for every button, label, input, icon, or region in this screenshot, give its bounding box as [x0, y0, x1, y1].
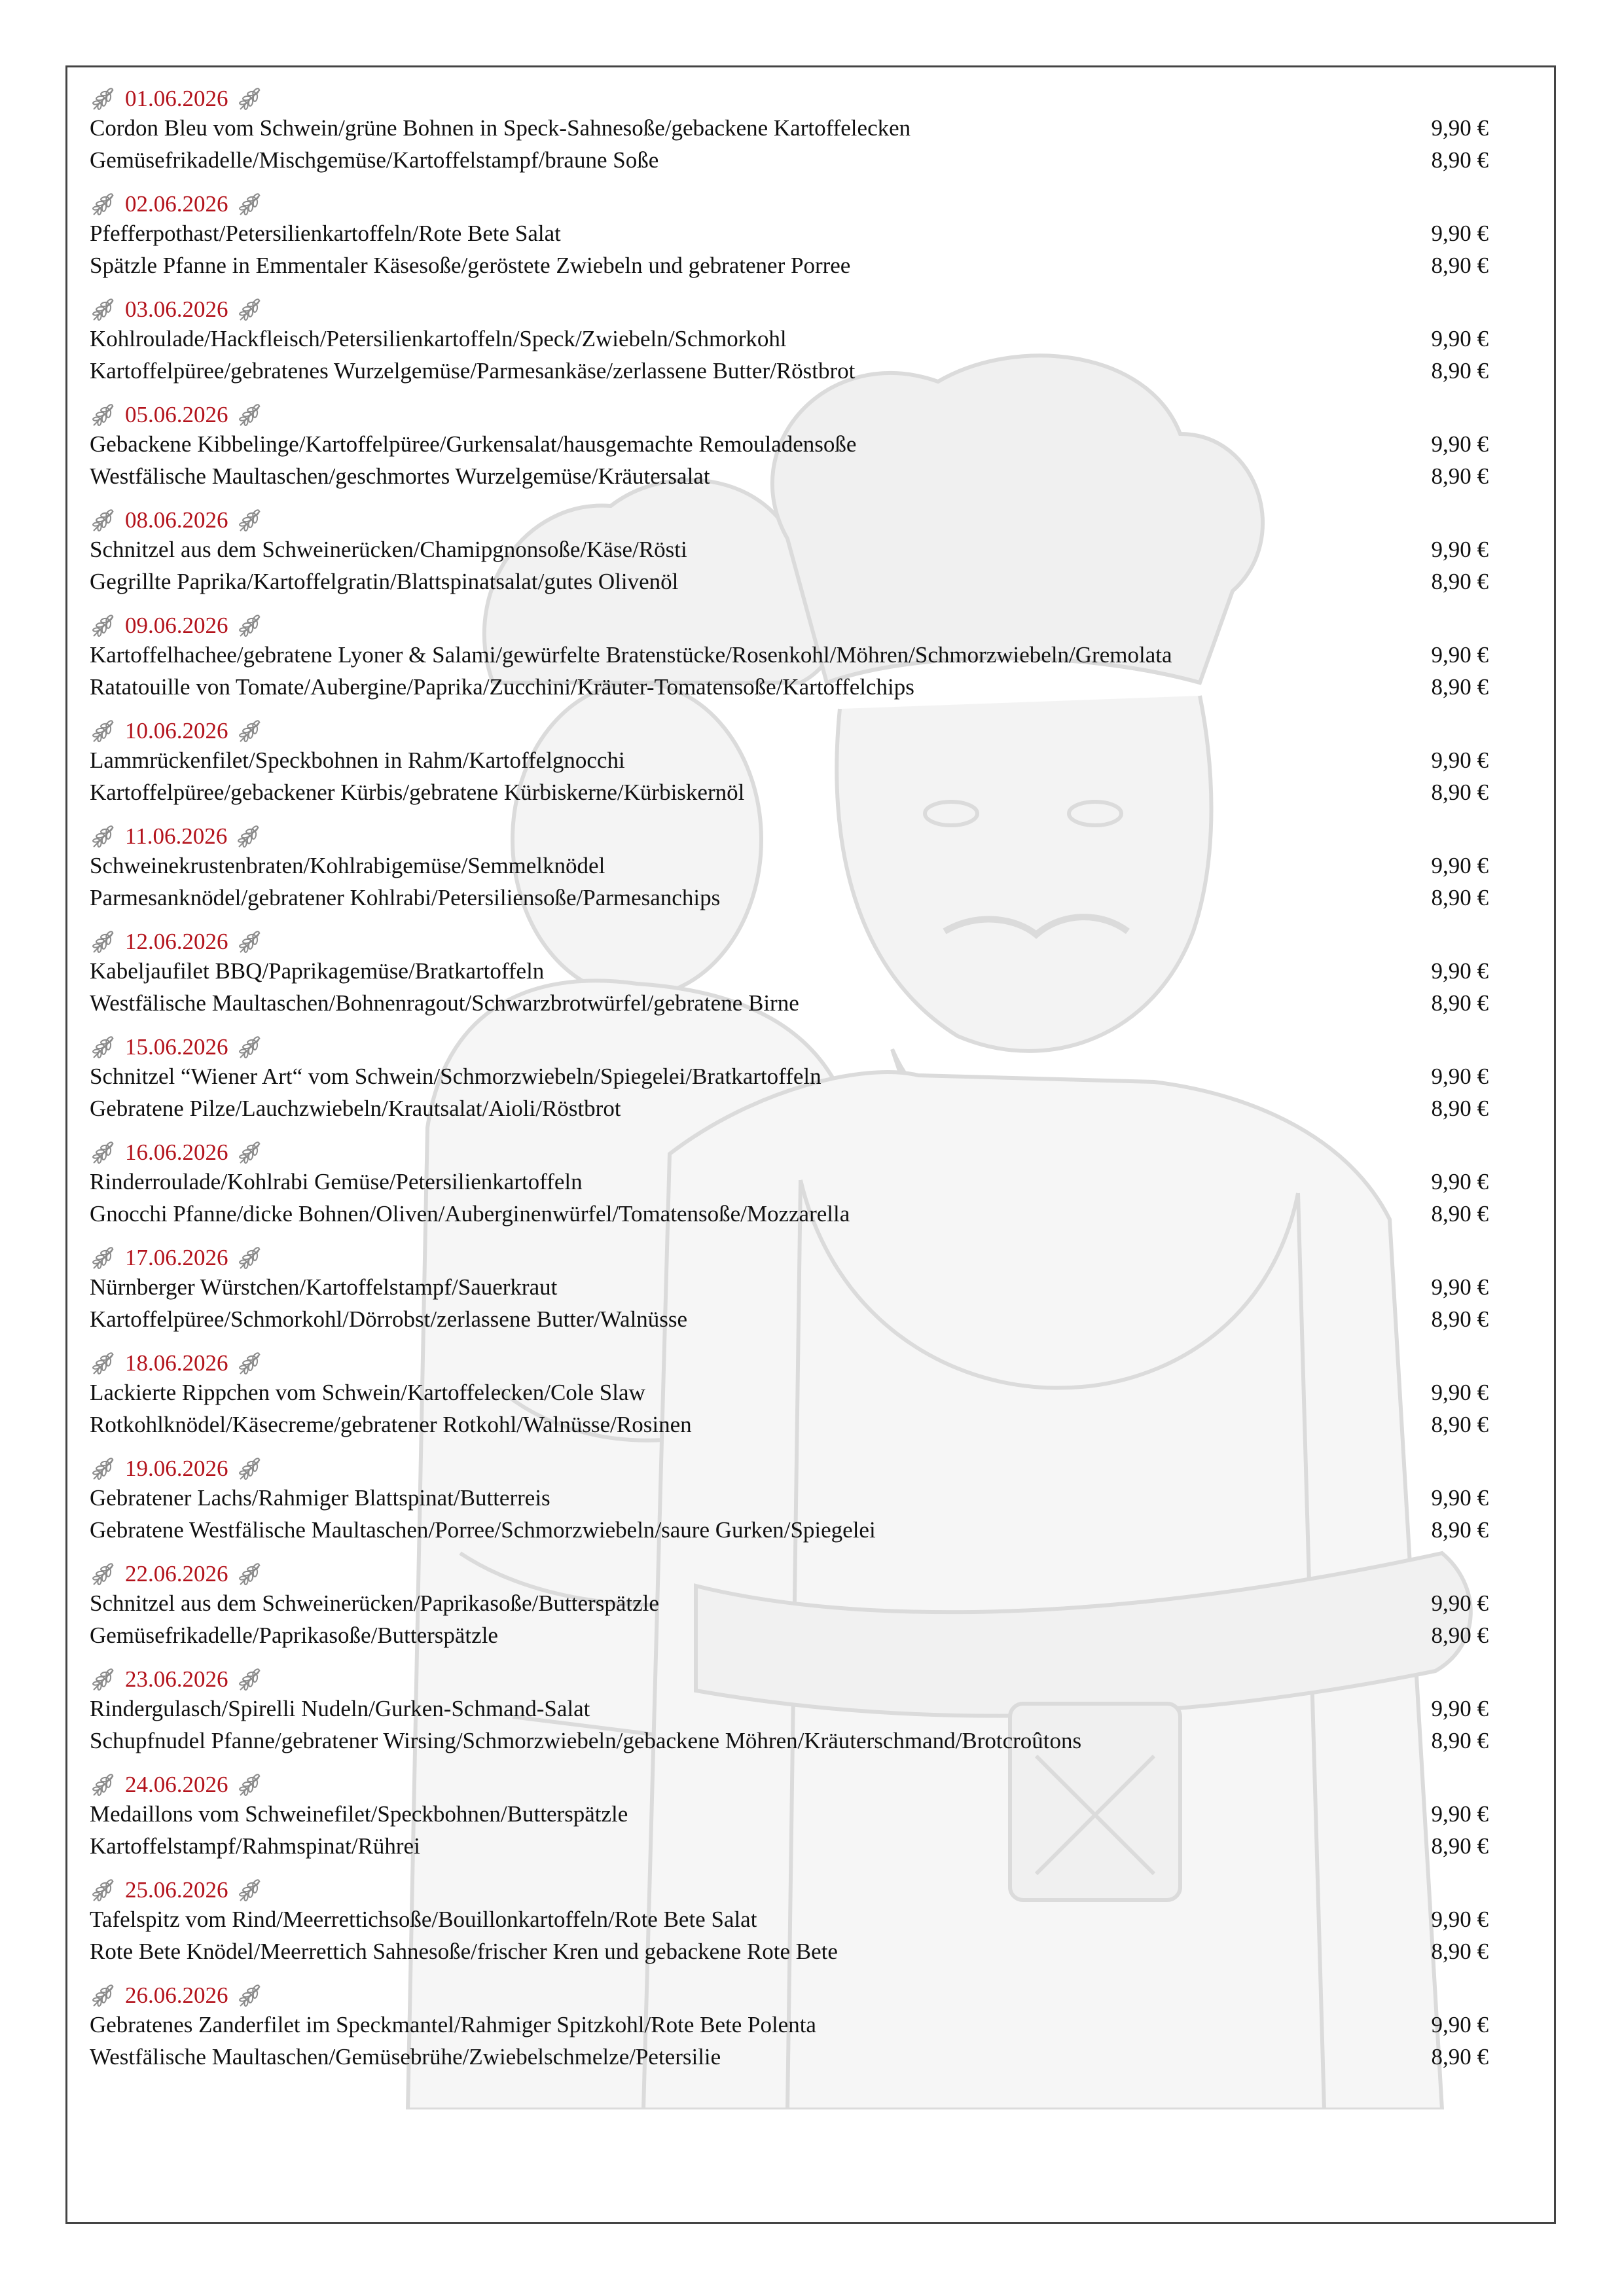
- dish-row: [90, 671, 1556, 703]
- wheat-sprig-icon: [90, 1561, 118, 1587]
- menu-day: [90, 1549, 1556, 1651]
- wheat-sprig-icon: [236, 718, 265, 744]
- dish-name: Kartoffelpüree/gebackener Kürbis/gebratene Kürbiskerne/Kürbiskernöl: [90, 780, 745, 805]
- wheat-sprig-icon: [236, 1877, 265, 1903]
- dish-name: Gnocchi Pfanne/dicke Bohnen/Oliven/Auberginenwürfel/Tomatensoße/Mozzarella: [90, 1201, 850, 1227]
- menu-date: 12.06.2026: [125, 929, 228, 954]
- wheat-sprig-icon: [236, 1139, 265, 1166]
- date-heading: [90, 1760, 1556, 1798]
- dish-price: 8,90 €: [1431, 1306, 1489, 1332]
- wheat-sprig-icon: [90, 1456, 118, 1482]
- dish-name: Ratatouille von Tomate/Aubergine/Paprika/Zucchini/Kräuter-Tomatensoße/Kartoffelchips: [90, 674, 914, 700]
- dish-price: 9,90 €: [1431, 1380, 1489, 1405]
- dish-row: [90, 1693, 1556, 1725]
- dish-name: Westfälische Maultaschen/Gemüsebrühe/Zwiebelschmelze/Petersilie: [90, 2044, 721, 2070]
- menu-day: [90, 706, 1556, 808]
- dish-row: [90, 1514, 1556, 1546]
- menu-day: [90, 1865, 1556, 1967]
- menu-date: 11.06.2026: [125, 823, 228, 849]
- dish-name: Rinderroulade/Kohlrabi Gemüse/Petersilienkartoffeln: [90, 1169, 583, 1194]
- dish-row: [90, 533, 1556, 565]
- dish-row: [90, 1166, 1556, 1198]
- menu-day: [90, 74, 1556, 176]
- dish-name: Nürnberger Würstchen/Kartoffelstampf/Sauerkraut: [90, 1274, 558, 1300]
- dish-price: 9,90 €: [1431, 958, 1489, 984]
- wheat-sprig-icon: [90, 296, 118, 323]
- dish-name: Pfefferpothast/Petersilienkartoffeln/Rote Bete Salat: [90, 221, 561, 246]
- dish-row: [90, 1935, 1556, 1967]
- wheat-sprig-icon: [236, 402, 265, 428]
- dish-row: [90, 217, 1556, 249]
- menu-day: [90, 390, 1556, 492]
- dish-name: Kartoffelhachee/gebratene Lyoner & Salami/gewürfelte Bratenstücke/Rosenkohl/Möhren/Schmorzwiebeln/Gremolata: [90, 642, 1172, 668]
- dish-price: 9,90 €: [1431, 2012, 1489, 2037]
- dish-row: [90, 850, 1556, 882]
- dish-row: [90, 1903, 1556, 1935]
- date-heading: [90, 1338, 1556, 1376]
- dish-name: Schupfnudel Pfanne/gebratener Wirsing/Schmorzwiebeln/gebackene Möhren/Kräuterschmand/Brotcroûtons: [90, 1728, 1082, 1753]
- dish-name: Medaillons vom Schweinefilet/Speckbohnen/Butterspätzle: [90, 1801, 628, 1827]
- wheat-sprig-icon: [236, 1245, 265, 1271]
- dish-name: Rote Bete Knödel/Meerrettich Sahnesoße/frischer Kren und gebackene Rote Bete: [90, 1939, 838, 1964]
- wheat-sprig-icon: [236, 613, 265, 639]
- menu-day: [90, 179, 1556, 281]
- date-heading: [90, 1549, 1556, 1587]
- dish-row: [90, 882, 1556, 914]
- wheat-sprig-icon: [235, 823, 264, 850]
- dish-name: Kartoffelpüree/Schmorkohl/Dörrobst/zerlassene Butter/Walnüsse: [90, 1306, 688, 1332]
- date-heading: [90, 1128, 1556, 1166]
- menu-date: 19.06.2026: [125, 1456, 228, 1481]
- date-heading: [90, 495, 1556, 533]
- dish-name: Gebratene Pilze/Lauchzwiebeln/Krautsalat/Aioli/Röstbrot: [90, 1096, 621, 1121]
- wheat-sprig-icon: [236, 1982, 265, 2009]
- dish-name: Schweinekrustenbraten/Kohlrabigemüse/Semmelknödel: [90, 853, 605, 878]
- dish-row: [90, 2041, 1556, 2073]
- dish-name: Westfälische Maultaschen/geschmortes Wurzelgemüse/Kräutersalat: [90, 463, 710, 489]
- wheat-sprig-icon: [236, 1456, 265, 1482]
- wheat-sprig-icon: [90, 1139, 118, 1166]
- dish-row: [90, 776, 1556, 808]
- menu-date: 10.06.2026: [125, 718, 228, 744]
- dish-row: [90, 1376, 1556, 1408]
- dish-row: [90, 112, 1556, 144]
- wheat-sprig-icon: [90, 823, 118, 850]
- menu-date: 09.06.2026: [125, 613, 228, 638]
- dish-name: Schnitzel aus dem Schweinerücken/Chamipgnonsoße/Käse/Rösti: [90, 537, 687, 562]
- dish-row: [90, 1798, 1556, 1830]
- wheat-sprig-icon: [236, 296, 265, 323]
- menu-date: 23.06.2026: [125, 1666, 228, 1692]
- wheat-sprig-icon: [90, 1982, 118, 2009]
- menu-day: [90, 1128, 1556, 1230]
- dish-price: 9,90 €: [1431, 642, 1489, 668]
- menu-day: [90, 1760, 1556, 1862]
- date-heading: [90, 1444, 1556, 1482]
- menu-day: [90, 601, 1556, 703]
- menu-date: 02.06.2026: [125, 191, 228, 217]
- menu-day: [90, 1338, 1556, 1441]
- wheat-sprig-icon: [90, 1245, 118, 1271]
- date-heading: [90, 285, 1556, 323]
- dish-price: 8,90 €: [1431, 1201, 1489, 1227]
- menu-day: [90, 1022, 1556, 1124]
- menu-date: 22.06.2026: [125, 1561, 228, 1587]
- dish-row: [90, 323, 1556, 355]
- dish-row: [90, 744, 1556, 776]
- wheat-sprig-icon: [90, 86, 118, 112]
- dish-price: 9,90 €: [1431, 1274, 1489, 1300]
- menu-day: [90, 285, 1556, 387]
- wheat-sprig-icon: [236, 191, 265, 217]
- wheat-sprig-icon: [90, 718, 118, 744]
- menu-day: [90, 917, 1556, 1019]
- dish-price: 9,90 €: [1431, 537, 1489, 562]
- dish-price: 9,90 €: [1431, 326, 1489, 351]
- wheat-sprig-icon: [236, 929, 265, 955]
- dish-price: 9,90 €: [1431, 1485, 1489, 1511]
- dish-price: 8,90 €: [1431, 1412, 1489, 1437]
- dish-row: [90, 1587, 1556, 1619]
- date-heading: [90, 1233, 1556, 1271]
- dish-price: 8,90 €: [1431, 1096, 1489, 1121]
- dish-price: 8,90 €: [1431, 253, 1489, 278]
- wheat-sprig-icon: [236, 507, 265, 533]
- dish-name: Gebratener Lachs/Rahmiger Blattspinat/Butterreis: [90, 1485, 550, 1511]
- menu-date: 17.06.2026: [125, 1245, 228, 1270]
- wheat-sprig-icon: [90, 191, 118, 217]
- dish-price: 9,90 €: [1431, 431, 1489, 457]
- dish-row: [90, 639, 1556, 671]
- dish-price: 8,90 €: [1431, 674, 1489, 700]
- daily-menu-list: [90, 74, 1556, 2076]
- date-heading: [90, 1971, 1556, 2009]
- dish-price: 8,90 €: [1431, 147, 1489, 173]
- dish-price: 8,90 €: [1431, 1833, 1489, 1859]
- dish-name: Westfälische Maultaschen/Bohnenragout/Schwarzbrotwürfel/gebratene Birne: [90, 990, 799, 1016]
- menu-date: 03.06.2026: [125, 296, 228, 322]
- dish-name: Kartoffelpüree/gebratenes Wurzelgemüse/Parmesankäse/zerlassene Butter/Röstbrot: [90, 358, 856, 384]
- dish-row: [90, 2009, 1556, 2041]
- dish-name: Kohlroulade/Hackfleisch/Petersilienkartoffeln/Speck/Zwiebeln/Schmorkohl: [90, 326, 787, 351]
- dish-row: [90, 1092, 1556, 1124]
- dish-price: 8,90 €: [1431, 990, 1489, 1016]
- dish-name: Parmesanknödel/gebratener Kohlrabi/Petersiliensoße/Parmesanchips: [90, 885, 721, 910]
- wheat-sprig-icon: [236, 1350, 265, 1376]
- dish-name: Gemüsefrikadelle/Paprikasoße/Butterspätzle: [90, 1623, 498, 1648]
- date-heading: [90, 1865, 1556, 1903]
- dish-price: 8,90 €: [1431, 463, 1489, 489]
- dish-price: 9,90 €: [1431, 1801, 1489, 1827]
- dish-row: [90, 1830, 1556, 1862]
- dish-row: [90, 1482, 1556, 1514]
- dish-row: [90, 1198, 1556, 1230]
- dish-price: 8,90 €: [1431, 1623, 1489, 1648]
- date-heading: [90, 812, 1556, 850]
- menu-date: 15.06.2026: [125, 1034, 228, 1060]
- wheat-sprig-icon: [90, 1666, 118, 1693]
- dish-price: 9,90 €: [1431, 853, 1489, 878]
- wheat-sprig-icon: [236, 1666, 265, 1693]
- menu-frame: [65, 65, 1556, 2224]
- dish-row: [90, 428, 1556, 460]
- dish-price: 9,90 €: [1431, 221, 1489, 246]
- wheat-sprig-icon: [236, 1561, 265, 1587]
- wheat-sprig-icon: [90, 507, 118, 533]
- dish-price: 9,90 €: [1431, 1064, 1489, 1089]
- dish-name: Tafelspitz vom Rind/Meerrettichsoße/Bouillonkartoffeln/Rote Bete Salat: [90, 1907, 757, 1932]
- dish-row: [90, 144, 1556, 176]
- date-heading: [90, 1655, 1556, 1693]
- wheat-sprig-icon: [90, 1772, 118, 1798]
- dish-name: Spätzle Pfanne in Emmentaler Käsesoße/geröstete Zwiebeln und gebratener Porree: [90, 253, 851, 278]
- dish-price: 8,90 €: [1431, 885, 1489, 910]
- dish-price: 9,90 €: [1431, 1696, 1489, 1721]
- dish-row: [90, 1619, 1556, 1651]
- menu-day: [90, 1655, 1556, 1757]
- dish-price: 8,90 €: [1431, 1728, 1489, 1753]
- menu-date: 25.06.2026: [125, 1877, 228, 1903]
- wheat-sprig-icon: [236, 1034, 265, 1060]
- menu-date: 26.06.2026: [125, 1982, 228, 2008]
- dish-name: Gebratenes Zanderfilet im Speckmantel/Rahmiger Spitzkohl/Rote Bete Polenta: [90, 2012, 816, 2037]
- dish-name: Rindergulasch/Spirelli Nudeln/Gurken-Schmand-Salat: [90, 1696, 590, 1721]
- wheat-sprig-icon: [90, 929, 118, 955]
- dish-name: Rotkohlknödel/Käsecreme/gebratener Rotkohl/Walnüsse/Rosinen: [90, 1412, 692, 1437]
- menu-day: [90, 1444, 1556, 1546]
- date-heading: [90, 1022, 1556, 1060]
- wheat-sprig-icon: [236, 86, 265, 112]
- menu-date: 08.06.2026: [125, 507, 228, 533]
- dish-row: [90, 955, 1556, 987]
- menu-day: [90, 1233, 1556, 1335]
- dish-name: Kabeljaufilet BBQ/Paprikagemüse/Bratkartoffeln: [90, 958, 545, 984]
- wheat-sprig-icon: [90, 402, 118, 428]
- menu-day: [90, 1971, 1556, 2073]
- menu-date: 01.06.2026: [125, 86, 228, 111]
- dish-name: Gemüsefrikadelle/Mischgemüse/Kartoffelstampf/braune Soße: [90, 147, 659, 173]
- wheat-sprig-icon: [90, 1350, 118, 1376]
- dish-price: 9,90 €: [1431, 1590, 1489, 1616]
- dish-row: [90, 565, 1556, 598]
- menu-date: 05.06.2026: [125, 402, 228, 427]
- dish-price: 8,90 €: [1431, 358, 1489, 384]
- dish-row: [90, 1060, 1556, 1092]
- dish-name: Cordon Bleu vom Schwein/grüne Bohnen in Speck-Sahnesoße/gebackene Kartoffelecken: [90, 115, 911, 141]
- dish-row: [90, 987, 1556, 1019]
- dish-price: 8,90 €: [1431, 780, 1489, 805]
- dish-name: Schnitzel aus dem Schweinerücken/Paprikasoße/Butterspätzle: [90, 1590, 659, 1616]
- dish-row: [90, 1303, 1556, 1335]
- dish-row: [90, 355, 1556, 387]
- date-heading: [90, 179, 1556, 217]
- dish-row: [90, 249, 1556, 281]
- date-heading: [90, 390, 1556, 428]
- dish-price: 9,90 €: [1431, 115, 1489, 141]
- dish-name: Schnitzel “Wiener Art“ vom Schwein/Schmorzwiebeln/Spiegelei/Bratkartoffeln: [90, 1064, 821, 1089]
- dish-price: 8,90 €: [1431, 569, 1489, 594]
- dish-name: Lackierte Rippchen vom Schwein/Kartoffelecken/Cole Slaw: [90, 1380, 645, 1405]
- dish-price: 9,90 €: [1431, 747, 1489, 773]
- dish-row: [90, 1408, 1556, 1441]
- menu-day: [90, 495, 1556, 598]
- date-heading: [90, 74, 1556, 112]
- wheat-sprig-icon: [90, 1034, 118, 1060]
- dish-price: 9,90 €: [1431, 1907, 1489, 1932]
- dish-name: Kartoffelstampf/Rahmspinat/Rührei: [90, 1833, 420, 1859]
- dish-row: [90, 1271, 1556, 1303]
- dish-price: 8,90 €: [1431, 1939, 1489, 1964]
- dish-name: Gebratene Westfälische Maultaschen/Porree/Schmorzwiebeln/saure Gurken/Spiegelei: [90, 1517, 876, 1543]
- dish-price: 8,90 €: [1431, 2044, 1489, 2070]
- dish-name: Gebackene Kibbelinge/Kartoffelpüree/Gurkensalat/hausgemachte Remouladensoße: [90, 431, 857, 457]
- menu-date: 24.06.2026: [125, 1772, 228, 1797]
- wheat-sprig-icon: [90, 1877, 118, 1903]
- dish-name: Gegrillte Paprika/Kartoffelgratin/Blattspinatsalat/gutes Olivenöl: [90, 569, 679, 594]
- date-heading: [90, 601, 1556, 639]
- wheat-sprig-icon: [90, 613, 118, 639]
- date-heading: [90, 917, 1556, 955]
- dish-row: [90, 460, 1556, 492]
- menu-date: 16.06.2026: [125, 1139, 228, 1165]
- menu-day: [90, 812, 1556, 914]
- dish-name: Lammrückenfilet/Speckbohnen in Rahm/Kartoffelgnocchi: [90, 747, 625, 773]
- dish-price: 8,90 €: [1431, 1517, 1489, 1543]
- dish-row: [90, 1725, 1556, 1757]
- dish-price: 9,90 €: [1431, 1169, 1489, 1194]
- wheat-sprig-icon: [236, 1772, 265, 1798]
- menu-date: 18.06.2026: [125, 1350, 228, 1376]
- date-heading: [90, 706, 1556, 744]
